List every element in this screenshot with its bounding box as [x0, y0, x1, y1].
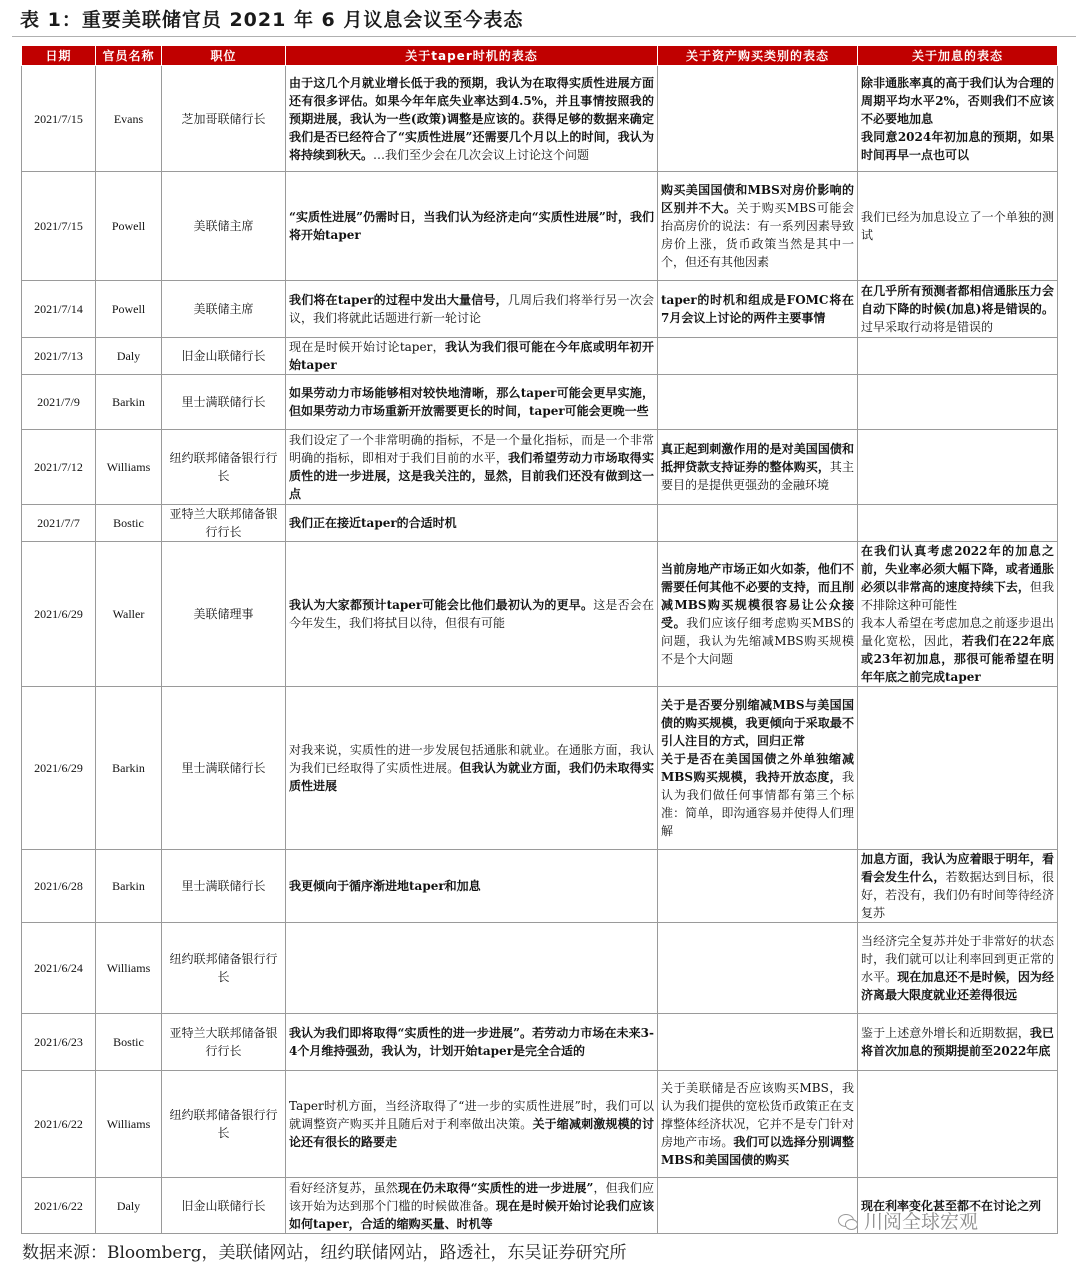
emphasized-text: 关于缩减刺激规模的讨论还有很长的路要走 [289, 1117, 654, 1149]
row-date: 2021/7/15 [22, 66, 96, 172]
row-date: 2021/7/13 [22, 338, 96, 375]
row-date: 2021/7/9 [22, 375, 96, 430]
statement-text: 若数据达到目标，很好，若没有，我们仍有时间等待经济复苏 [861, 870, 1054, 920]
row-official-name: Powell [96, 281, 162, 338]
header-taper-timing: 关于taper时机的表态 [286, 46, 658, 66]
row-asset-purchase-statement [658, 430, 858, 505]
row-rate-hike-statement [858, 375, 1058, 430]
row-asset-purchase-statement [658, 338, 858, 375]
table-row [22, 430, 1058, 505]
statement-text: 过早采取行动将是错误的 [861, 320, 994, 334]
statement-text: ，但我们应该开始为达到那个门槛的时候做准备。 [289, 1180, 654, 1213]
statement-text: 关于美联储是否应该购买MBS，我认为我们提供的宽松货币政策正在支撑整体经济状况，它并不是专门针对房地产市场。 [661, 1081, 854, 1149]
emphasized-text: 我认为我们很可能在今年底或明年初开始taper [289, 340, 654, 372]
emphasized-text: 我同意2024年初加息的预期，如果时间再早一点也可以 [861, 129, 1054, 162]
row-official-name: Barkin [96, 375, 162, 430]
emphasized-text: 我们希望劳动力市场取得实质性的进一步进展，这是我关注的，显然，目前我们还没有做到这一点 [289, 451, 654, 501]
row-rate-hike-statement [858, 66, 1058, 172]
statement-text: 这是否会在今年发生，我们将拭目以待，但很有可能 [289, 598, 654, 630]
statement-text: …我们至少会在几次会议上讨论这个问题 [373, 147, 590, 162]
table-title: 表 1：重要美联储官员 2021 年 6 月议息会议至今表态 [20, 9, 524, 31]
table-row [22, 375, 1058, 430]
data-source-note: 数据来源：Bloomberg，美联储网站，纽约联储网站，路透社，东吴证券研究所 [22, 1243, 627, 1263]
row-date: 2021/6/24 [22, 923, 96, 1014]
officials-statements-table [21, 45, 1058, 1234]
row-asset-purchase-statement [658, 923, 858, 1014]
row-position: 旧金山联储行长 [162, 338, 286, 375]
row-rate-hike-statement [858, 687, 1058, 850]
row-rate-hike-statement [858, 172, 1058, 281]
emphasized-text: 现在仍未取得“实质性的进一步进展” [397, 1180, 594, 1195]
row-date: 2021/7/15 [22, 172, 96, 281]
row-rate-hike-statement [858, 1014, 1058, 1071]
emphasized-text: 我们正在接近taper的合适时机 [289, 516, 457, 530]
emphasized-text: 当前房地产市场正如火如荼，他们不需要任何其他不必要的支持，而且削减MBS购买规模很容易让公众接受。 [661, 562, 854, 630]
row-taper-statement [286, 542, 658, 687]
table-body [22, 66, 1058, 1234]
emphasized-text: 关于是否要分别缩减MBS与美国国债的购买规模，我更倾向于采取最不引人注目的方式，回归正常 [661, 698, 854, 748]
row-position: 亚特兰大联邦储备银行行长 [162, 505, 286, 542]
emphasized-text: 我们将在taper的过程中发出大量信号， [289, 293, 508, 307]
emphasized-text: 我们可以选择分别调整MBS和美国国债的购买 [661, 1135, 854, 1167]
row-asset-purchase-statement [658, 1178, 858, 1234]
row-asset-purchase-statement [658, 687, 858, 850]
row-taper-statement [286, 1014, 658, 1071]
statement-text: 我们设定了一个非常明确的指标，不是一个量化指标，而是一个非常明确的指标，即相对于我们目前的水平， [289, 433, 654, 465]
row-rate-hike-statement [858, 1071, 1058, 1178]
emphasized-text: “实质性进展”仍需时日，当我们认为经济走向“实质性进展”时，我们将开始taper [289, 210, 654, 242]
row-position: 美联储理事 [162, 542, 286, 687]
row-rate-hike-statement [858, 281, 1058, 338]
statement-text: 当经济完全复苏并处于非常好的状态时，我们就可以让利率回到更正常的水平。 [861, 934, 1054, 984]
row-taper-statement [286, 1071, 658, 1178]
row-taper-statement [286, 687, 658, 850]
row-position: 里士满联储行长 [162, 687, 286, 850]
table-row [22, 850, 1058, 923]
statement-text: 我们应该仔细考虑购买MBS的问题，我认为先缩减MBS购买规模不是个大问题 [661, 616, 854, 666]
row-date: 2021/6/23 [22, 1014, 96, 1071]
row-taper-statement [286, 923, 658, 1014]
row-official-name: Daly [96, 1178, 162, 1234]
statement-text: 我本人希望在考虑加息之前逐步退出量化宽松，因此， [861, 616, 1054, 648]
row-date: 2021/6/29 [22, 542, 96, 687]
row-position: 纽约联邦储备银行行长 [162, 430, 286, 505]
title-divider [12, 36, 1076, 37]
row-date: 2021/7/7 [22, 505, 96, 542]
row-position: 亚特兰大联邦储备银行行长 [162, 1014, 286, 1071]
row-rate-hike-statement [858, 923, 1058, 1014]
row-taper-statement [286, 430, 658, 505]
row-rate-hike-statement [858, 505, 1058, 542]
row-asset-purchase-statement [658, 375, 858, 430]
emphasized-text: 关于是否在美国国债之外单独缩减MBS购买规模，我持开放态度， [661, 752, 854, 784]
table-header-row [22, 46, 1058, 66]
emphasized-text: 我更倾向于循序渐进地taper和加息 [289, 879, 481, 893]
row-taper-statement [286, 505, 658, 542]
emphasized-text: 现在是时候开始讨论我们应该如何taper，合适的缩购买量、时机等 [289, 1198, 654, 1231]
emphasized-text: 现在利率变化甚至都不在讨论之列 [861, 1198, 1042, 1213]
table-row [22, 338, 1058, 375]
statement-text: Taper时机方面，当经济取得了“进一步的实质性进展”时，我们可以就调整资产购买并且随后对于利率做出决策。 [289, 1099, 654, 1131]
row-official-name: Powell [96, 172, 162, 281]
row-asset-purchase-statement [658, 505, 858, 542]
statement-text: 鉴于上述意外增长和近期数据， [861, 1026, 1030, 1040]
emphasized-text: 我已将首次加息的预期提前至2022年底 [861, 1026, 1054, 1058]
header-asset-purchase: 关于资产购买类别的表态 [658, 46, 858, 66]
statement-text: 现在是时候开始讨论taper， [289, 340, 445, 354]
header-rate-hike: 关于加息的表态 [858, 46, 1058, 66]
row-official-name: Daly [96, 338, 162, 375]
row-rate-hike-statement [858, 542, 1058, 687]
emphasized-text: 除非通胀率真的高于我们认为合理的周期平均水平2%，否则我们不应该不必要地加息 [861, 75, 1054, 126]
statement-text: 几周后我们将举行另一次会议，我们将就此话题进行新一轮讨论 [289, 293, 654, 325]
statement-text: 但我不排除这种可能性 [861, 580, 1054, 612]
row-official-name: Williams [96, 1071, 162, 1178]
row-taper-statement [286, 850, 658, 923]
row-asset-purchase-statement [658, 850, 858, 923]
row-official-name: Barkin [96, 850, 162, 923]
row-position: 美联储主席 [162, 172, 286, 281]
table-row [22, 542, 1058, 687]
row-position: 里士满联储行长 [162, 850, 286, 923]
emphasized-text: 购买美国国债和MBS对房价影响的区别并不大。 [661, 183, 854, 215]
row-taper-statement [286, 281, 658, 338]
emphasized-text: 现在加息还不是时候，因为经济离最大限度就业还差得很远 [861, 970, 1054, 1002]
table-row [22, 923, 1058, 1014]
watermark [838, 1204, 978, 1240]
row-rate-hike-statement [858, 338, 1058, 375]
row-date: 2021/7/14 [22, 281, 96, 338]
row-position: 旧金山联储行长 [162, 1178, 286, 1234]
row-date: 2021/6/22 [22, 1071, 96, 1178]
watermark-text: 川阅全球宏观 [864, 1211, 979, 1233]
table-row [22, 687, 1058, 850]
emphasized-text: 但我认为就业方面，我们仍未取得实质性进展 [289, 761, 654, 793]
emphasized-text: 加息方面，我认为应着眼于明年，看看会发生什么， [861, 852, 1054, 884]
statement-text: 关于购买MBS可能会抬高房价的说法：有一系列因素导致房价上涨，货币政策当然是其中一个，但还有其他因素 [661, 201, 854, 269]
table-row [22, 1014, 1058, 1071]
row-taper-statement [286, 375, 658, 430]
row-position: 芝加哥联储行长 [162, 66, 286, 172]
row-taper-statement [286, 172, 658, 281]
row-asset-purchase-statement [658, 542, 858, 687]
row-position: 纽约联邦储备银行行长 [162, 1071, 286, 1178]
header-position: 职位 [162, 46, 286, 66]
row-official-name: Bostic [96, 505, 162, 542]
row-official-name: Williams [96, 430, 162, 505]
row-asset-purchase-statement [658, 281, 858, 338]
statement-text: 其主要目的是提供更强劲的金融环境 [661, 460, 854, 492]
row-position: 里士满联储行长 [162, 375, 286, 430]
table-row [22, 66, 1058, 172]
row-taper-statement [286, 338, 658, 375]
row-rate-hike-statement [858, 850, 1058, 923]
row-official-name: Evans [96, 66, 162, 172]
row-asset-purchase-statement [658, 66, 858, 172]
row-official-name: Williams [96, 923, 162, 1014]
row-position: 纽约联邦储备银行行长 [162, 923, 286, 1014]
row-taper-statement [286, 1178, 658, 1234]
row-asset-purchase-statement [658, 1014, 858, 1071]
row-date: 2021/6/29 [22, 687, 96, 850]
table-row [22, 505, 1058, 542]
wechat-icon [838, 1212, 858, 1232]
emphasized-text: taper的时机和组成是FOMC将在7月会议上讨论的两件主要事情 [661, 293, 854, 325]
row-official-name: Waller [96, 542, 162, 687]
statement-text: 我们已经为加息设立了一个单独的测试 [861, 210, 1054, 242]
header-official-name: 官员名称 [96, 46, 162, 66]
statement-text: 我认为我们做任何事情都有第三个标准：简单，即沟通容易并使得人们理解 [661, 770, 854, 838]
emphasized-text: 我认为大家都预计taper可能会比他们最初认为的更早。 [289, 598, 594, 612]
row-date: 2021/6/22 [22, 1178, 96, 1234]
emphasized-text: 由于这几个月就业增长低于我的预期，我认为在取得实质性进展方面还有很多评估。如果今年年底失业率达到4.5%，并且事情按照我的预期进展，我认为一些(政策)调整是应该的。获得足够的数据来确定我们是否已经符合了“实质性进展”还需要几个月以上的时间，我认为将持续到秋天。 [289, 75, 654, 162]
emphasized-text: 真正起到刺激作用的是对美国国债和抵押贷款支持证券的整体购买， [661, 442, 854, 474]
row-official-name: Barkin [96, 687, 162, 850]
emphasized-text: 如果劳动力市场能够相对较快地清晰，那么taper可能会更早实施，但如果劳动力市场重新开放需要更长的时间，taper可能会更晚一些 [289, 386, 654, 418]
table-row [22, 1071, 1058, 1178]
emphasized-text: 我认为我们即将取得“实质性的进一步进展”。若劳动力市场在未来3-4个月维持强劲，我认为，计划开始taper是完全合适的 [289, 1026, 654, 1058]
row-asset-purchase-statement [658, 172, 858, 281]
table-row [22, 281, 1058, 338]
table-row [22, 172, 1058, 281]
row-asset-purchase-statement [658, 1071, 858, 1178]
statement-text: 对我来说，实质性的进一步发展包括通胀和就业。在通胀方面，我认为我们已经取得了实质性进展。 [289, 743, 654, 775]
row-date: 2021/7/12 [22, 430, 96, 505]
emphasized-text: 在几乎所有预测者都相信通胀压力会自动下降的时候(加息)将是错误的。 [861, 284, 1054, 316]
statement-text: 看好经济复苏，虽然 [289, 1180, 398, 1195]
row-date: 2021/6/28 [22, 850, 96, 923]
row-rate-hike-statement [858, 430, 1058, 505]
row-position: 美联储主席 [162, 281, 286, 338]
row-official-name: Bostic [96, 1014, 162, 1071]
header-date: 日期 [22, 46, 96, 66]
emphasized-text: 在我们认真考虑2022年的加息之前，失业率必须大幅下降，或者通胀必须以非常高的速度持续下去， [861, 544, 1054, 594]
row-taper-statement [286, 66, 658, 172]
emphasized-text: 若我们在22年底或23年初加息，那很可能希望在明年年底之前完成taper [861, 634, 1054, 684]
